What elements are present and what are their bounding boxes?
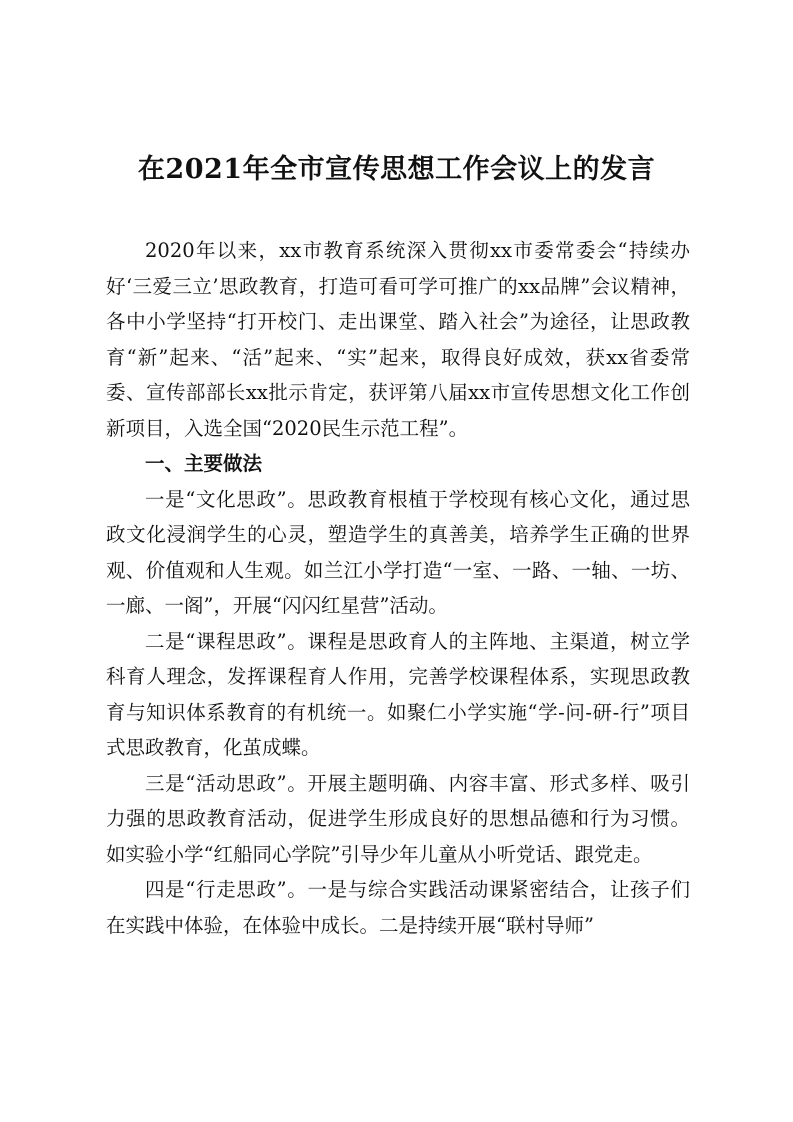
item-paragraph-2 <box>106 624 690 766</box>
item-text: 思政教育根植于学校现有核心文化，通过思政文化浸润学生的心灵，塑造学生的真善美，培养学生正确的世界观、价值观和人生观。如兰江小学打造“一室、一路、一轴、一坊、一廊、一阁”，开展“闪闪红星营”活动。 <box>106 487 690 617</box>
document-body <box>106 233 690 943</box>
item-text: 课程是思政育人的主阵地、主渠道，树立学科育人理念，发挥课程育人作用，完善学校课程体系，实现思政教育与知识体系教育的有机统一。如聚仁小学实施“学-问-研-行”项目式思政教育，化茧成蝶。 <box>106 629 690 759</box>
item-text: 开展主题明确、内容丰富、形式多样、吸引力强的思政教育活动，促进学生形成良好的思想品德和行为习惯。如实验小学“红船同心学院”引导少年儿童从小听党话、跟党走。 <box>106 771 690 866</box>
item-paragraph-3 <box>106 766 690 873</box>
item-paragraph-1 <box>106 482 690 624</box>
item-paragraph-4 <box>106 872 690 943</box>
item-text: 一是与综合实践活动课紧密结合，让孩子们在实践中体验，在体验中成长。二是持续开展“联村导师” <box>106 878 690 937</box>
item-lead: 三是“活动思政”。 <box>145 771 308 795</box>
document-title: 在2021年全市宣传思想工作会议上的发言 <box>137 154 656 185</box>
intro-paragraph: 2020年以来，xx市教育系统深入贯彻xx市委常委会“持续办好‘三爱三立’思政教育，打造可看可学可推广的xx品牌”会议精神，各中小学坚持“打开校门、走出课堂、踏入社会”为途径，让思政教育“新”起来、“活”起来、“实”起来，取得良好成效，获xx省委常委、宣传部部长xx批示肯定，获评第八届xx市宣传思想文化工作创新项目，入选全国“2020民生示范工程”。 <box>106 239 690 440</box>
item-lead: 四是“行走思政”。 <box>145 878 308 901</box>
item-lead: 二是“课程思政”。 <box>145 629 308 653</box>
section-heading: 一、主要做法 <box>145 452 263 475</box>
item-lead: 一是“文化思政”。 <box>145 487 308 511</box>
